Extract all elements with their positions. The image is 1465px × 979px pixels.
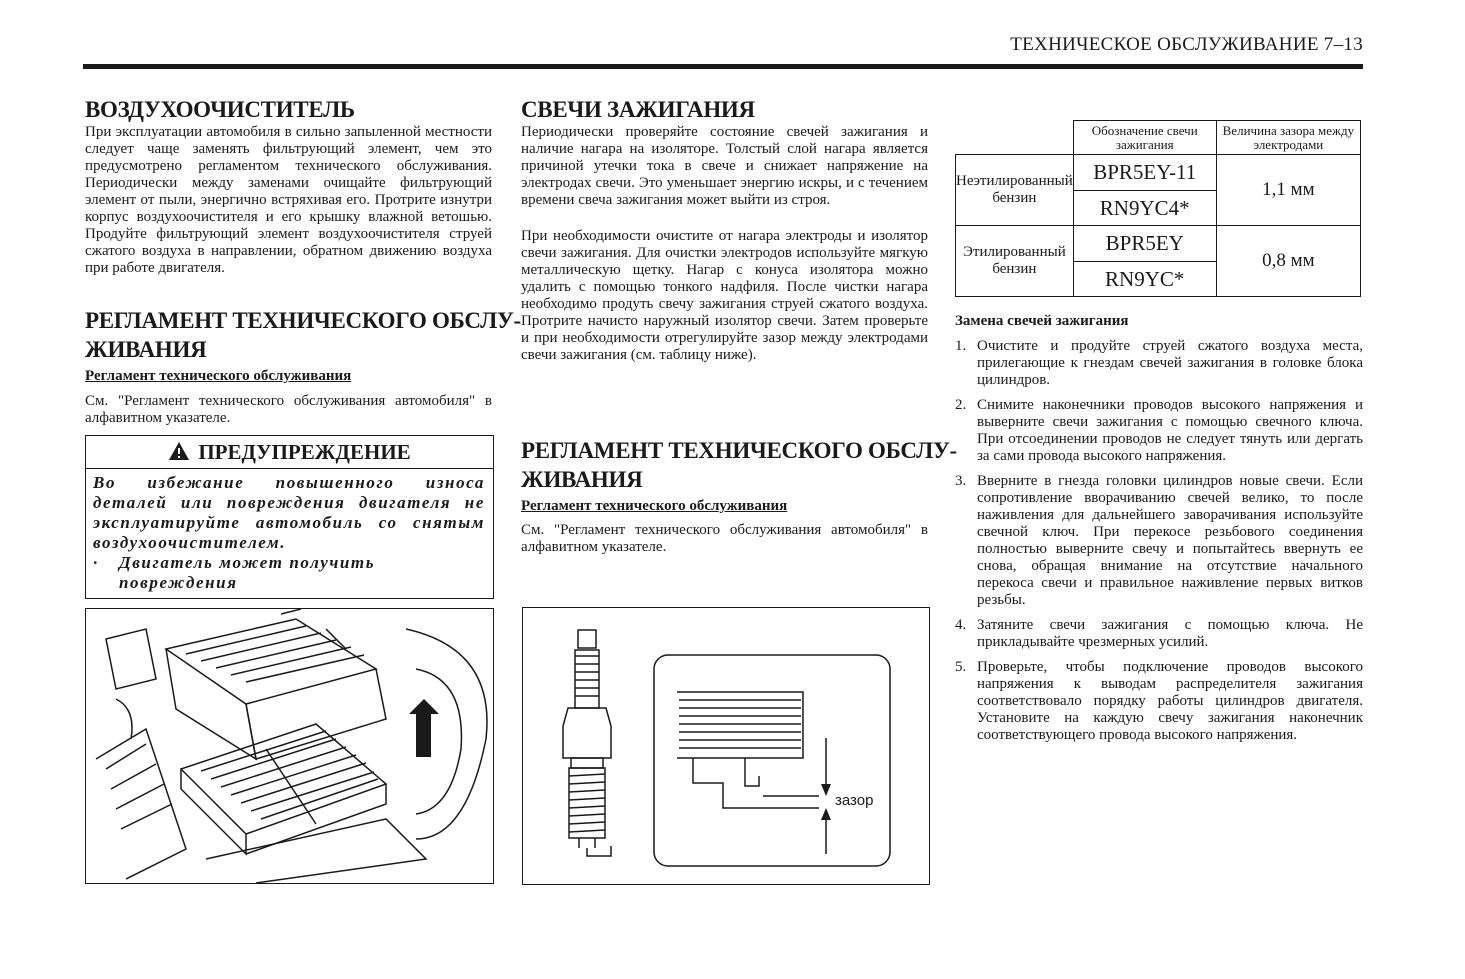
table-row1-plug-b: RN9YC4* bbox=[1073, 191, 1216, 226]
air-cleaner-figure bbox=[85, 608, 494, 884]
warning-triangle-icon bbox=[168, 438, 190, 470]
spark-plug-spec-table bbox=[955, 120, 1361, 297]
maintenance-subtitle-2: Регламент технического обслуживания bbox=[521, 498, 788, 514]
air-cleaner-text: При эксплуатации автомобиля в сильно запыленной местности следует чаще заменять фильтрующий элемент, чем это предусмотрено регламентом технического обслуживания. Периодически между заменами очищайте фильтрующий элемент от пыли, энергично встряхивая его. Протрите изнутри корпус воздухоочистителя и его крышку влажной ветошью. Продуйте фильтрующий элемент воздухоочистителя струей сжатого воздуха в направлении, обратном движению воздуха при работе двигателя. bbox=[85, 124, 492, 276]
spark-plug-illustration bbox=[523, 608, 929, 884]
maintenance-subtitle-1: Регламент технического обслуживания bbox=[85, 368, 352, 384]
list-item: 5. Проверьте, чтобы подключение проводов высокого напряжения к выводам распределителя зажигания соответствовало порядку работы цилиндров двигателя. Установите на каждую свечу зажигания наконечник соответствующего провода высокого напряжения. bbox=[955, 659, 1363, 743]
table-row2-plug-b: RN9YC* bbox=[1073, 262, 1216, 297]
spark-plugs-title: СВЕЧИ ЗАЖИГАНИЯ bbox=[521, 97, 755, 122]
list-item: 3. Вверните в гнезда головки цилиндров новые свечи. Если сопротивление вворачиванию свечей велико, то после наживления для дальнейшего заворачивания используйте свечной ключ. При перекосе резьбового соединения полностью выверните свечу и попытайтесь ввернуть ее снова, обращая внимание на отсутствие начального перекоса свечи и правильное наживление первых витков резьбы. bbox=[955, 473, 1363, 608]
table-head-designation: Обозначение свечи зажигания bbox=[1073, 121, 1216, 155]
air-cleaner-title: ВОЗДУХООЧИСТИТЕЛЬ bbox=[85, 97, 355, 122]
replacement-steps bbox=[955, 338, 1363, 752]
maintenance-title-1-line2: ЖИВАНИЯ bbox=[85, 337, 207, 362]
warning-title: ПРЕДУПРЕЖДЕНИЕ bbox=[198, 440, 411, 464]
table-head-gap: Величина зазора между электродами bbox=[1216, 121, 1360, 155]
list-item: 2. Снимите наконечники проводов высокого напряжения и выверните свечи зажигания с помощью свечного ключа. При отсоединении проводов не следует тянуть или дергать за сами провода высокого напряжения. bbox=[955, 397, 1363, 464]
warning-bullet: Двигатель может получить повреждения bbox=[119, 553, 376, 592]
spark-plugs-text-2: При необходимости очистите от нагара электроды и изолятор свечи зажигания. Для очистки электродов используйте мягкую металлическую щетку. Нагар с конуса изолятора можно удалить с помощью тонкого надфиля. После чистки нагара необходимо продуть свечу зажигания струей сжатого воздуха. Протрите начисто наружный изолятор свечи. Затем проверьте и при необходимости отрегулируйте зазор между электродами свечи зажигания (см. таблицу ниже). bbox=[521, 228, 928, 363]
maintenance-text-1: См. "Регламент технического обслуживания автомобиля" в алфавитном указателе. bbox=[85, 393, 492, 426]
gap-label: зазор bbox=[835, 792, 874, 809]
warning-text: Во избежание повышенного износа деталей или повреждения двигателя не эксплуатируйте автомобиль со снятым воздухоочистителем. bbox=[93, 473, 485, 552]
table-row2-plug-a: BPR5EY bbox=[1073, 226, 1216, 262]
spark-plug-figure bbox=[522, 607, 930, 885]
maintenance-title-1-line1: РЕГЛАМЕНТ ТЕХНИЧЕСКОГО ОБСЛУ- bbox=[85, 308, 521, 333]
spark-plugs-text-1: Периодически проверяйте состояние свечей зажигания и наличие нагара на изоляторе. Толстый слой нагара является причиной утечки тока в свече и снижает напряжение на электродах свечи. Это уменьшает энергию искры, и с течением времени свеча зажигания может выйти из строя. bbox=[521, 124, 928, 208]
maintenance-text-2: См. "Регламент технического обслуживания автомобиля" в алфавитном указателе. bbox=[521, 522, 928, 555]
table-row1-label: Неэтилированный бензин bbox=[956, 155, 1074, 226]
replacement-title: Замена свечей зажигания bbox=[955, 313, 1129, 329]
warning-header bbox=[86, 436, 493, 469]
maintenance-title-2-line1: РЕГЛАМЕНТ ТЕХНИЧЕСКОГО ОБСЛУ- bbox=[521, 438, 957, 463]
table-row2-gap: 0,8 мм bbox=[1216, 226, 1360, 297]
page-header: ТЕХНИЧЕСКОЕ ОБСЛУЖИВАНИЕ 7–13 bbox=[1010, 34, 1363, 55]
air-cleaner-illustration bbox=[86, 609, 493, 883]
table-row1-gap: 1,1 мм bbox=[1216, 155, 1360, 226]
warning-box: ПРЕДУПРЕЖДЕНИЕ Во избежание повышенного износа деталей или повреждения двигателя не эксплуатируйте автомобиль со снятым воздухоочистителем. · Двигатель может получить повреждения bbox=[85, 435, 494, 599]
table-row2-label: Этилированный бензин bbox=[956, 226, 1074, 297]
table-row1-plug-a: BPR5EY-11 bbox=[1073, 155, 1216, 191]
header-rule bbox=[83, 64, 1363, 69]
list-item: 4. Затяните свечи зажигания с помощью ключа. Не прикладывайте чрезмерных усилий. bbox=[955, 617, 1363, 650]
list-item: 1. Очистите и продуйте струей сжатого воздуха места, прилегающие к гнездам свечей зажигания в головке блока цилиндров. bbox=[955, 338, 1363, 388]
maintenance-title-2-line2: ЖИВАНИЯ bbox=[521, 467, 643, 492]
